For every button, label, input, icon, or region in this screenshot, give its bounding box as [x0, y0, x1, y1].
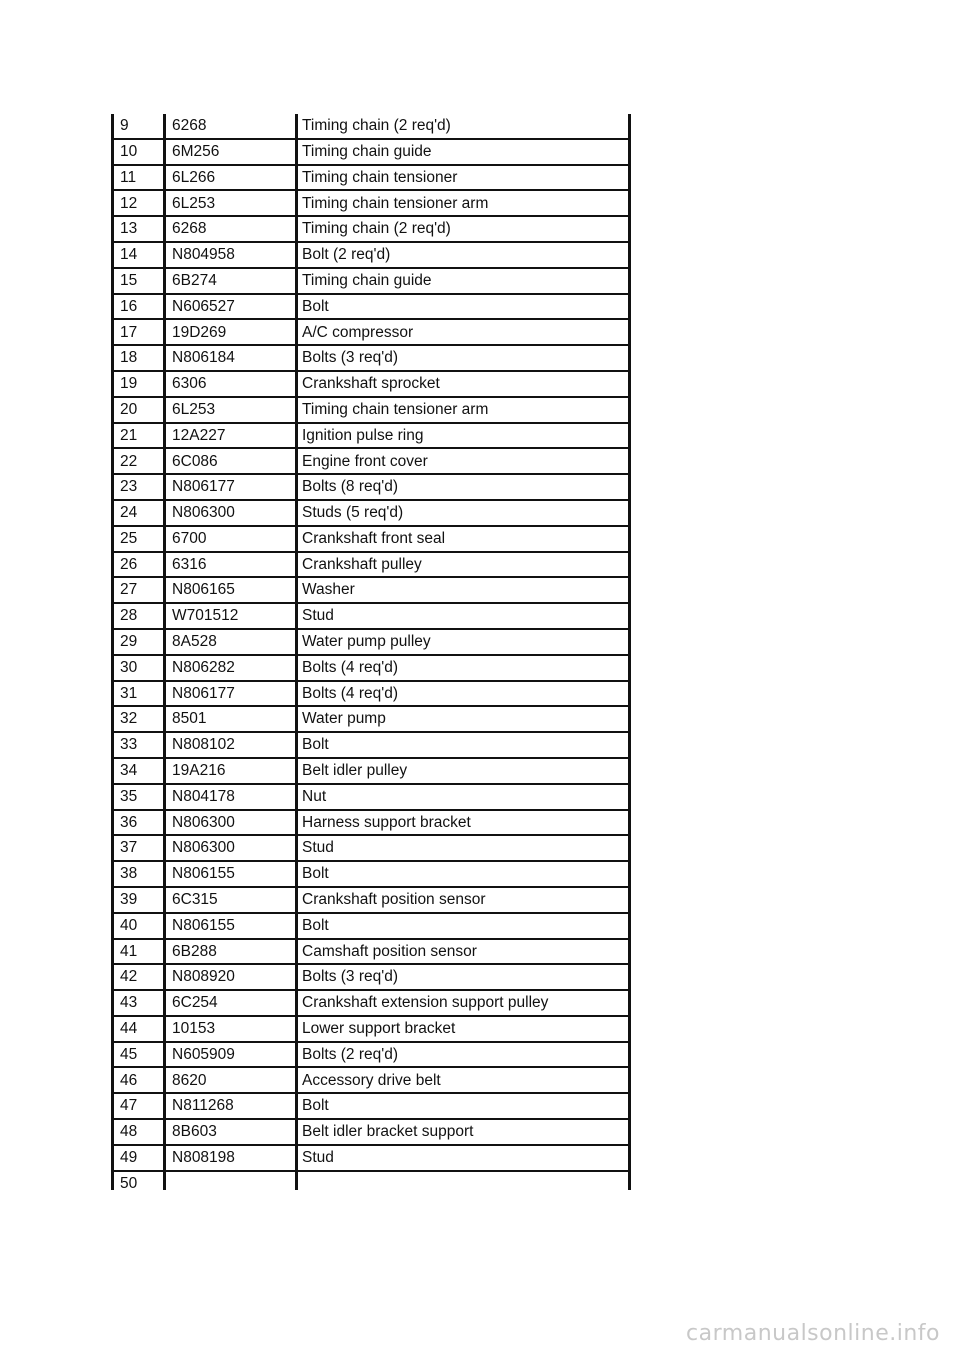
table-row — [114, 914, 628, 940]
table-row — [114, 630, 628, 656]
table-row — [114, 166, 628, 192]
description-cell: Bolts (3 req'd) — [302, 968, 398, 986]
item-number-cell: 47 — [114, 1094, 166, 1118]
description-cell: A/C compressor — [302, 323, 414, 341]
description-cell: Bolts (4 req'd) — [302, 684, 398, 702]
table-row — [114, 578, 628, 604]
table-row — [114, 965, 628, 991]
item-number-cell: 26 — [114, 553, 166, 577]
part-number-cell: 6B274 — [166, 269, 298, 293]
item-number-cell: 15 — [114, 269, 166, 293]
item-number-cell: 40 — [114, 914, 166, 938]
part-number-cell: 6268 — [166, 217, 298, 241]
part-number-cell: N806177 — [166, 475, 298, 499]
part-number-cell: N806282 — [166, 656, 298, 680]
description-cell: Camshaft position sensor — [302, 942, 477, 960]
description-cell: Crankshaft front seal — [302, 529, 446, 547]
item-number-cell: 24 — [114, 501, 166, 525]
item-number-cell: 38 — [114, 862, 166, 886]
item-number-cell: 32 — [114, 707, 166, 731]
table-row — [114, 114, 628, 140]
part-number-cell: 6B288 — [166, 940, 298, 964]
part-number-cell: N808920 — [166, 965, 298, 989]
description-cell: Bolt — [302, 736, 329, 754]
description-cell: Bolts (8 req'd) — [302, 478, 398, 496]
table-row — [114, 604, 628, 630]
part-number-cell: N806184 — [166, 346, 298, 370]
table-row — [114, 1094, 628, 1120]
part-number-cell: 10153 — [166, 1017, 298, 1041]
table-row — [114, 1146, 628, 1172]
description-cell: Bolt (2 req'd) — [302, 246, 391, 264]
item-number-cell: 22 — [114, 449, 166, 473]
table-row — [114, 372, 628, 398]
table-row — [114, 217, 628, 243]
item-number-cell: 39 — [114, 888, 166, 912]
item-number-cell: 33 — [114, 733, 166, 757]
item-number-cell: 17 — [114, 320, 166, 344]
part-number-cell: N811268 — [166, 1094, 298, 1118]
description-cell: Crankshaft sprocket — [302, 375, 440, 393]
item-number-cell: 13 — [114, 217, 166, 241]
table-row — [114, 1043, 628, 1069]
item-number-cell: 35 — [114, 785, 166, 809]
part-number-cell: 6L266 — [166, 166, 298, 190]
part-number-cell: 6700 — [166, 527, 298, 551]
item-number-cell: 19 — [114, 372, 166, 396]
part-number-cell: N804178 — [166, 785, 298, 809]
part-number-cell: N808198 — [166, 1146, 298, 1170]
table-row — [114, 243, 628, 269]
table-row — [114, 269, 628, 295]
item-number-cell: 43 — [114, 991, 166, 1015]
part-number-cell: 19D269 — [166, 320, 298, 344]
description-cell: Bolt — [302, 1097, 329, 1115]
item-number-cell: 25 — [114, 527, 166, 551]
item-number-cell: 16 — [114, 295, 166, 319]
part-number-cell: 8B603 — [166, 1120, 298, 1144]
item-number-cell: 37 — [114, 836, 166, 860]
table-row — [114, 475, 628, 501]
table-row — [114, 759, 628, 785]
description-cell: Lower support bracket — [302, 1020, 456, 1038]
part-number-cell: 6L253 — [166, 191, 298, 215]
table-row — [114, 191, 628, 217]
table-row — [114, 656, 628, 682]
part-number-cell: N808102 — [166, 733, 298, 757]
table-row — [114, 295, 628, 321]
description-cell: Stud — [302, 607, 334, 625]
item-number-cell: 12 — [114, 191, 166, 215]
part-number-cell: 8620 — [166, 1068, 298, 1092]
description-cell: Nut — [302, 787, 327, 805]
item-number-cell: 31 — [114, 682, 166, 706]
description-cell — [298, 1172, 628, 1190]
part-number-cell: 8A528 — [166, 630, 298, 654]
table-row — [114, 940, 628, 966]
description-cell: Accessory drive belt — [302, 1071, 441, 1089]
description-cell: Timing chain tensioner arm — [302, 194, 489, 212]
table-row — [114, 862, 628, 888]
part-number-cell: N806177 — [166, 682, 298, 706]
table-row — [114, 1068, 628, 1094]
item-number-cell: 44 — [114, 1017, 166, 1041]
table-row — [114, 682, 628, 708]
parts-table — [111, 114, 631, 1190]
part-number-cell: N806155 — [166, 914, 298, 938]
item-number-cell: 41 — [114, 940, 166, 964]
part-number-cell: N806165 — [166, 578, 298, 602]
description-cell: Studs (5 req'd) — [302, 504, 404, 522]
part-number-cell: N806155 — [166, 862, 298, 886]
description-cell: Timing chain tensioner — [302, 168, 458, 186]
part-number-cell: N804958 — [166, 243, 298, 267]
item-number-cell: 46 — [114, 1068, 166, 1092]
item-number-cell: 18 — [114, 346, 166, 370]
part-number-cell: N806300 — [166, 501, 298, 525]
description-cell: Ignition pulse ring — [302, 426, 424, 444]
item-number-cell: 48 — [114, 1120, 166, 1144]
part-number-cell: 6C086 — [166, 449, 298, 473]
table-row — [114, 140, 628, 166]
description-cell: Belt idler bracket support — [302, 1123, 474, 1141]
description-cell: Bolts (4 req'd) — [302, 658, 398, 676]
table-row — [114, 398, 628, 424]
description-cell: Stud — [302, 1149, 334, 1167]
table-row — [114, 888, 628, 914]
part-number-cell: 6C315 — [166, 888, 298, 912]
part-number-cell: N806300 — [166, 836, 298, 860]
description-cell: Bolts (3 req'd) — [302, 349, 398, 367]
part-number-cell: 6306 — [166, 372, 298, 396]
item-number-cell: 45 — [114, 1043, 166, 1067]
item-number-cell: 36 — [114, 811, 166, 835]
description-cell: Washer — [302, 581, 355, 599]
item-number-cell: 27 — [114, 578, 166, 602]
table-row — [114, 1120, 628, 1146]
description-cell: Harness support bracket — [302, 813, 471, 831]
item-number-cell: 50 — [114, 1172, 166, 1190]
description-cell: Bolt — [302, 297, 329, 315]
table-row — [114, 553, 628, 579]
part-number-cell: 6C254 — [166, 991, 298, 1015]
description-cell: Bolts (2 req'd) — [302, 1045, 398, 1063]
table-row — [114, 707, 628, 733]
table-row — [114, 501, 628, 527]
table-row — [114, 1017, 628, 1043]
table-row — [114, 320, 628, 346]
part-number-cell: 6268 — [166, 114, 298, 138]
table-row — [114, 811, 628, 837]
description-cell: Crankshaft position sensor — [302, 891, 486, 909]
item-number-cell: 21 — [114, 424, 166, 448]
watermark: carmanualsonline.info — [686, 1321, 940, 1346]
part-number-cell: 12A227 — [166, 424, 298, 448]
part-number-cell: 6316 — [166, 553, 298, 577]
item-number-cell: 34 — [114, 759, 166, 783]
item-number-cell: 42 — [114, 965, 166, 989]
description-cell: Water pump — [302, 710, 386, 728]
description-cell: Timing chain guide — [302, 271, 432, 289]
table-row — [114, 346, 628, 372]
item-number-cell: 23 — [114, 475, 166, 499]
part-number-cell: 8501 — [166, 707, 298, 731]
description-cell: Timing chain tensioner arm — [302, 400, 489, 418]
description-cell: Bolt — [302, 916, 329, 934]
description-cell: Timing chain (2 req'd) — [302, 117, 451, 135]
description-cell: Engine front cover — [302, 452, 428, 470]
part-number-cell — [166, 1172, 298, 1190]
table-row — [114, 449, 628, 475]
table-row — [114, 733, 628, 759]
part-number-cell: N605909 — [166, 1043, 298, 1067]
part-number-cell: N606527 — [166, 295, 298, 319]
item-number-cell: 49 — [114, 1146, 166, 1170]
table-row — [114, 836, 628, 862]
description-cell: Bolt — [302, 865, 329, 883]
part-number-cell: 6M256 — [166, 140, 298, 164]
part-number-cell: 6L253 — [166, 398, 298, 422]
part-number-cell: 19A216 — [166, 759, 298, 783]
description-cell: Timing chain guide — [302, 142, 432, 160]
item-number-cell: 30 — [114, 656, 166, 680]
description-cell: Crankshaft pulley — [302, 555, 422, 573]
item-number-cell: 14 — [114, 243, 166, 267]
table-row — [114, 991, 628, 1017]
table-row-partial — [114, 1172, 628, 1190]
item-number-cell: 9 — [114, 114, 166, 138]
table-row — [114, 527, 628, 553]
part-number-cell: W701512 — [166, 604, 298, 628]
item-number-cell: 20 — [114, 398, 166, 422]
description-cell: Belt idler pulley — [302, 762, 408, 780]
part-number-cell: N806300 — [166, 811, 298, 835]
item-number-cell: 29 — [114, 630, 166, 654]
description-cell: Timing chain (2 req'd) — [302, 220, 451, 238]
table-row — [114, 424, 628, 450]
item-number-cell: 11 — [114, 166, 166, 190]
item-number-cell: 28 — [114, 604, 166, 628]
description-cell: Crankshaft extension support pulley — [302, 994, 549, 1012]
description-cell: Stud — [302, 839, 334, 857]
description-cell: Water pump pulley — [302, 633, 431, 651]
item-number-cell: 10 — [114, 140, 166, 164]
table-row — [114, 785, 628, 811]
